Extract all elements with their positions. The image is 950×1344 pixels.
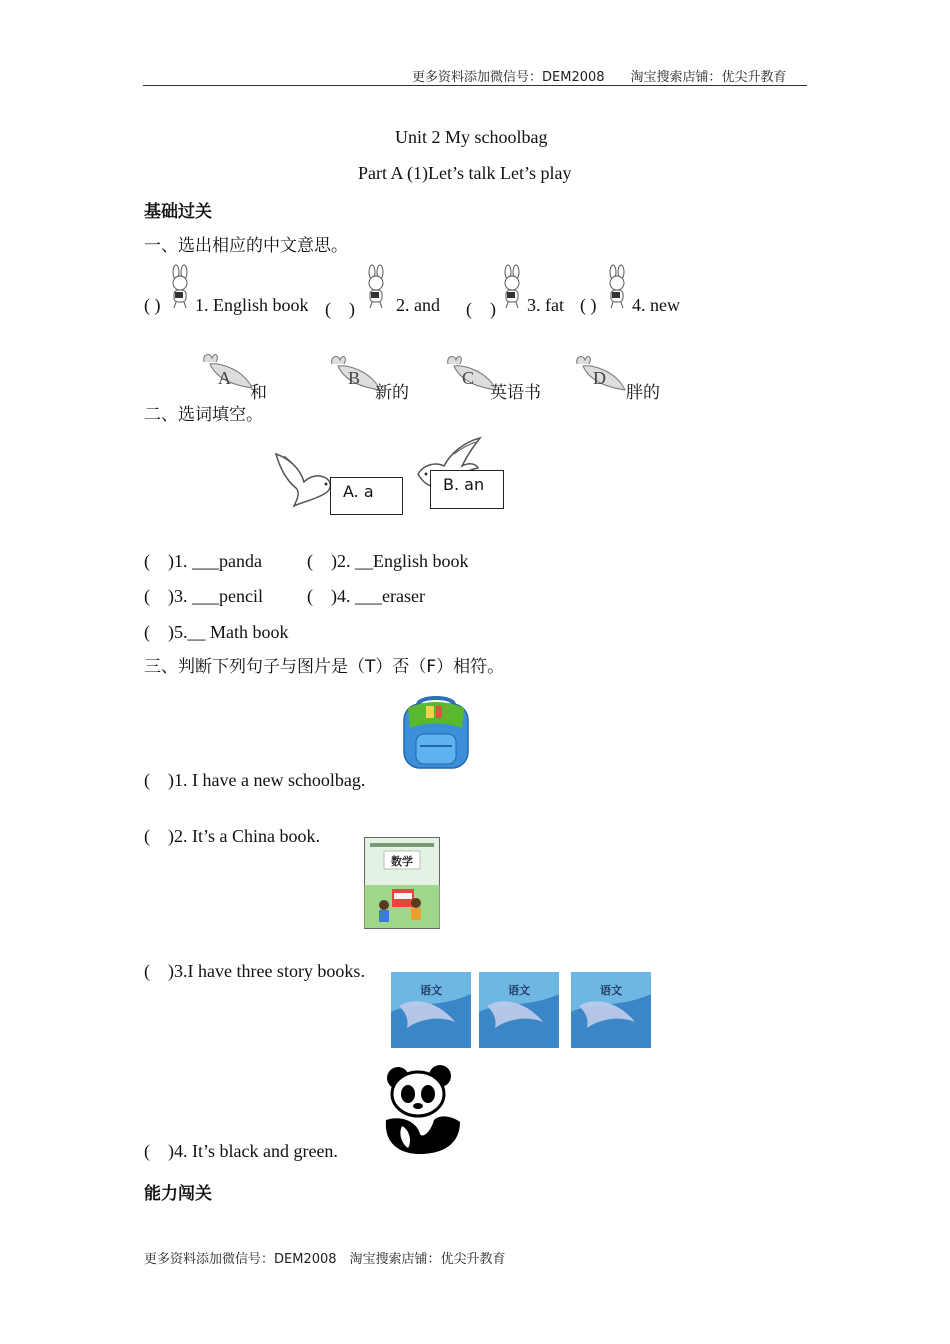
answer-paren[interactable]: ( ) [325, 299, 355, 319]
rabbit-icon [166, 266, 196, 310]
dove-icon [274, 446, 334, 510]
option-a-text: 和 [250, 383, 267, 403]
page-header: 更多资料添加微信号：DEM2008 淘宝搜索店铺：优尖升教育 [412, 70, 787, 85]
item-and: 2. and [396, 295, 440, 315]
part-title: Part A (1)Let’s talk Let’s play [358, 163, 572, 183]
math-book-cover [364, 837, 440, 929]
fill-question-5[interactable]: ( )5.__ Math book [144, 622, 289, 642]
chinese-book-cover [571, 972, 651, 1048]
chinese-book-cover [391, 972, 471, 1048]
choice-a-box [330, 477, 403, 515]
section-heading-basic: 基础过关 [144, 202, 212, 222]
option-letter: B [348, 368, 361, 388]
choice-a-label: A. a [343, 482, 374, 501]
math-cover-title: 数学 [391, 855, 413, 868]
chinese-cover-title: 语文 [600, 984, 622, 997]
schoolbag-icon [396, 694, 476, 774]
item-new: 4. new [632, 295, 680, 315]
fill-question-2[interactable]: ( )2. __English book [307, 551, 469, 571]
header-divider [143, 85, 807, 86]
judge-question-1[interactable]: ( )1. I have a new schoolbag. [144, 770, 366, 790]
question1-title: 一、选出相应的中文意思。 [144, 236, 348, 256]
item-english-book: 1. English book [195, 295, 309, 315]
option-letter: A [218, 368, 231, 388]
rabbit-icon [362, 266, 392, 310]
option-d-text: 胖的 [626, 383, 660, 403]
option-letter: C [462, 368, 475, 388]
answer-paren[interactable]: ( ) [466, 299, 496, 319]
judge-question-4[interactable]: ( )4. It’s black and green. [144, 1141, 338, 1161]
chinese-cover-title: 语文 [508, 984, 530, 997]
question2-title: 二、选词填空。 [144, 405, 263, 425]
item-fat: 3. fat [527, 295, 564, 315]
carrot-icon [573, 354, 627, 394]
option-c-text: 英语书 [490, 383, 541, 403]
fill-question-3[interactable]: ( )3. ___pencil [144, 586, 263, 606]
judge-question-2[interactable]: ( )2. It’s a China book. [144, 826, 320, 846]
choice-b-label: B. an [443, 475, 485, 494]
section-heading-ability: 能力闯关 [144, 1184, 212, 1204]
rabbit-icon [498, 266, 528, 310]
option-b-text: 新的 [375, 383, 409, 403]
judge-question-3[interactable]: ( )3.I have three story books. [144, 961, 365, 981]
carrot-icon [328, 354, 382, 394]
unit-title: Unit 2 My schoolbag [395, 127, 548, 147]
page-footer: 更多资料添加微信号：DEM2008 淘宝搜索店铺：优尖升教育 [144, 1252, 506, 1267]
chinese-cover-title: 语文 [420, 984, 442, 997]
rabbit-icon [603, 266, 633, 310]
answer-paren[interactable]: ( ) [580, 295, 597, 315]
answer-paren[interactable]: ( ) [144, 295, 161, 315]
choice-b-box [430, 470, 504, 509]
chinese-book-cover [479, 972, 559, 1048]
fill-question-4[interactable]: ( )4. ___eraser [307, 586, 425, 606]
question3-title: 三、判断下列句子与图片是（T）否（F）相符。 [144, 657, 505, 677]
carrot-icon [200, 352, 254, 392]
panda-icon [380, 1064, 464, 1156]
option-letter: D [593, 368, 606, 388]
fill-question-1[interactable]: ( )1. ___panda [144, 551, 262, 571]
